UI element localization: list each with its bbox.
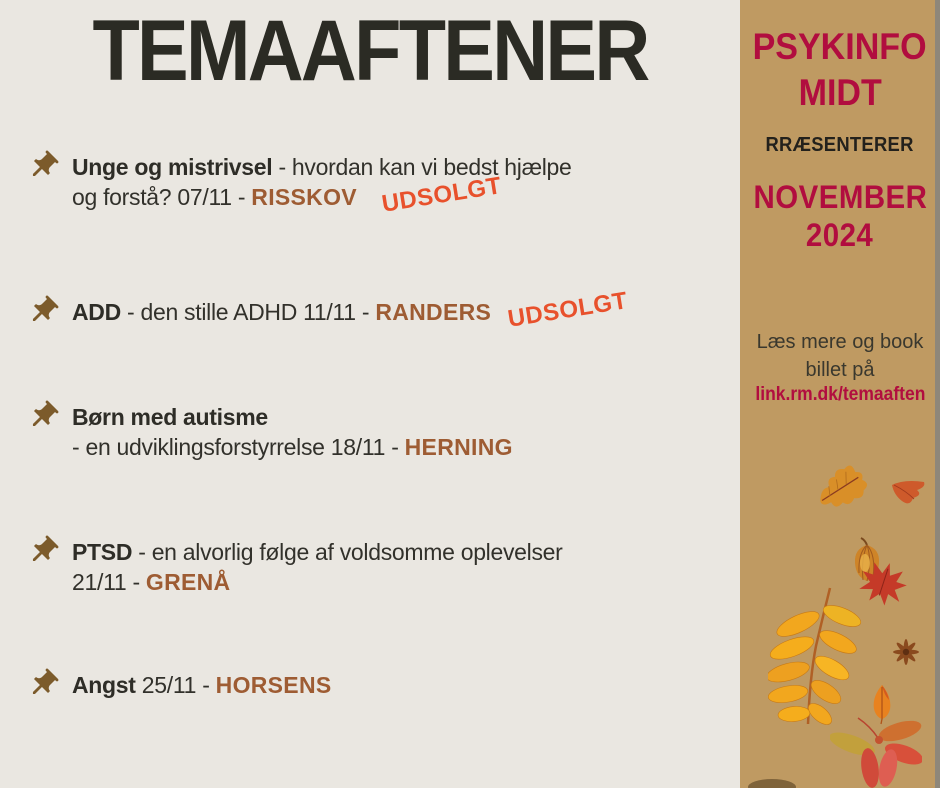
presents-label: RRÆSENTERER [765, 134, 915, 156]
event-title: ADD [72, 299, 121, 325]
page-title: TEMAAFTENER [92, 3, 648, 99]
month-line2: 2024 [806, 217, 874, 253]
event-text [72, 402, 513, 462]
rowan-leaf-icon [768, 586, 864, 733]
oak-leaf-icon [812, 462, 872, 521]
org-name-line2: MIDT [798, 72, 882, 113]
event-title: Børn med autisme [72, 404, 268, 430]
event-description: - hvordan kan vi bedst hjælpe [272, 154, 572, 180]
event-date: og forstå? 07/11 - [72, 184, 252, 210]
event-item-ptsd [26, 537, 726, 597]
event-text [72, 287, 630, 333]
pushpin-icon [26, 667, 60, 706]
soldout-badge: UDSOLGT [379, 172, 504, 218]
pushpin-icon [26, 534, 60, 573]
event-item-unge-og-mistrivsel [26, 152, 726, 218]
event-date: 25/11 - [135, 672, 216, 698]
event-title: PTSD [72, 539, 133, 565]
event-city: GRENÅ [145, 569, 231, 595]
booking-line2: billet på [805, 359, 875, 381]
soldout-badge: UDSOLGT [506, 287, 630, 333]
month-label [740, 178, 940, 254]
booking-link: link.rm.dk/temaaften [755, 384, 925, 405]
event-text [72, 152, 572, 218]
event-city: HORSENS [215, 672, 332, 698]
red-leaf-fragment-icon [890, 477, 928, 516]
event-title: Angst [72, 672, 136, 698]
pushpin-icon [26, 149, 60, 188]
event-city: HERNING [404, 434, 513, 460]
event-description: - den stille ADHD 11/11 - [120, 299, 376, 325]
event-text [72, 537, 563, 597]
star-anise-icon [890, 637, 922, 672]
creeper-leaf-icon [830, 714, 922, 788]
event-item-angst [26, 670, 726, 706]
sidebar-panel [740, 0, 940, 788]
booking-line1: Læs mere og book [756, 331, 924, 353]
pushpin-icon [26, 294, 60, 333]
event-item-born-med-autisme [26, 402, 726, 462]
org-name [740, 24, 940, 116]
leaf-shadow [748, 779, 796, 788]
month-line1: NOVEMBER [753, 179, 927, 215]
event-city: RISSKOV [251, 184, 357, 210]
event-date: 21/11 - [72, 569, 146, 595]
event-item-add [26, 287, 726, 333]
event-city: RANDERS [375, 299, 492, 325]
event-text [72, 670, 332, 700]
event-description: - en alvorlig følge af voldsomme oplevelser [132, 539, 563, 565]
event-title: Unge og mistrivsel [72, 154, 273, 180]
pushpin-icon [26, 399, 60, 438]
booking-text [740, 328, 940, 384]
event-description: - en udviklingsforstyrrelse 18/11 - [72, 434, 405, 460]
maple-leaf-icon [858, 560, 908, 613]
poster-edge [935, 0, 940, 788]
org-name-line1: PSYKINFO [752, 26, 927, 67]
